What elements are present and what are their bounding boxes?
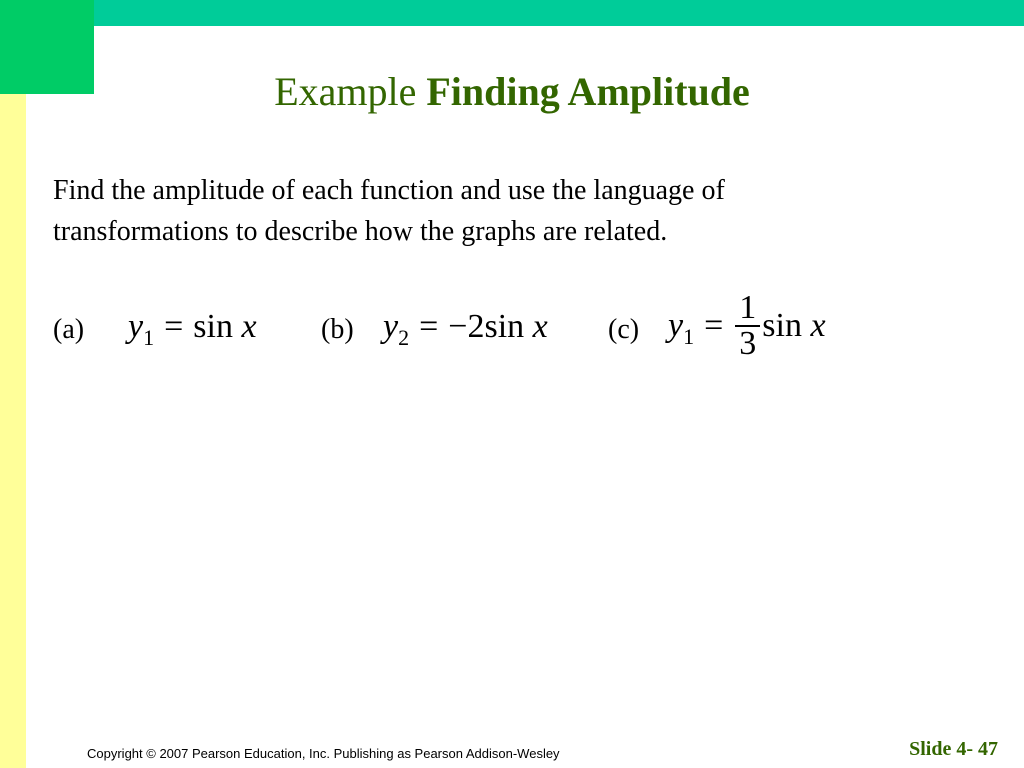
equation-b-arg: x [532,308,548,345]
problem-line-1: Find the amplitude of each function and use the language of [53,175,725,206]
equation-c-fraction [735,291,760,361]
equation-b-var: y [383,308,399,345]
equation-b-sub: 2 [398,325,410,350]
equation-b [383,302,548,363]
equation-c-func: sin [762,307,802,344]
equation-c-var: y [668,307,684,344]
equation-b-coef: −2 [448,308,485,345]
fraction-numerator: 1 [735,291,760,327]
equation-a-label: (a) [53,314,85,345]
equation-a-arg: x [241,308,257,345]
fraction-denominator: 3 [739,325,757,363]
equation-a-op: = [164,308,184,345]
top-accent-bar [0,0,1024,26]
equation-a-var: y [128,308,144,345]
problem-line-2: transformations to describe how the graphs are related. [53,216,668,247]
slide-number: Slide 4- 47 [909,738,998,760]
equation-a [128,302,257,363]
problem-statement [53,170,953,252]
equation-a-func: sin [193,308,233,345]
title-prefix: Example [274,69,417,114]
equation-a-sub: 1 [143,325,155,350]
copyright-footer: Copyright © 2007 Pearson Education, Inc. Publishing as Pearson Addison-Wesley [87,746,560,761]
equations-row [0,289,1024,380]
left-accent-strip [0,26,26,768]
equation-b-op: = [419,308,439,345]
equation-c-op: = [704,307,724,344]
equation-b-label: (b) [321,314,354,345]
equation-c-label: (c) [608,314,640,345]
equation-c [668,286,826,377]
equation-b-func: sin [484,308,525,345]
equation-c-sub: 1 [683,324,695,349]
equation-c-arg: x [810,307,826,344]
slide-title [0,68,1024,116]
title-bold: Finding Amplitude [426,69,750,114]
